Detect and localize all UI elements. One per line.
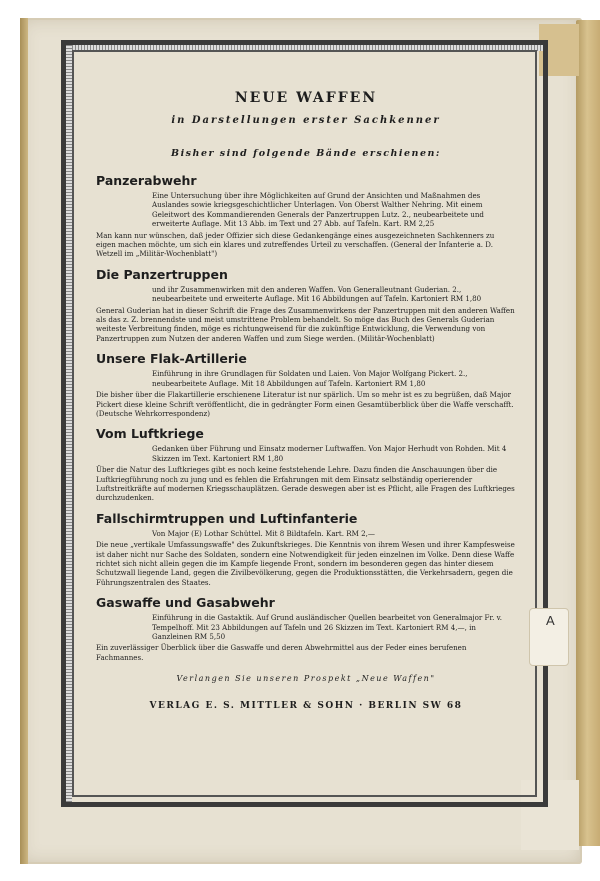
prospectus-note: Verlangen Sie unseren Prospekt „Neue Waffen" bbox=[176, 674, 436, 684]
book-title: Die Panzertruppen bbox=[96, 266, 228, 282]
book-description: Von Major (E) Lothar Schüttel. Mit 8 Bildtafeln. Kart. RM 2,— bbox=[152, 528, 376, 538]
sticker-text: A bbox=[546, 613, 555, 628]
book-entry bbox=[96, 267, 516, 343]
library-sticker bbox=[529, 608, 569, 666]
intro-line: Bisher sind folgende Bände erschienen: bbox=[171, 148, 441, 159]
book-entry bbox=[96, 426, 516, 502]
book-entry bbox=[96, 595, 516, 662]
book-spine bbox=[576, 20, 600, 846]
book-description: Einführung in die Gastaktik. Auf Grund ausländischer Quellen bearbeitet von Generalmajor Fr. v. Tempelhoff. Mit 23 Abbildungen auf Tafeln und 26 Skizzen im Text. Kartoniert RM 4,—, in Ganzleinen RM 5,50 bbox=[152, 613, 503, 641]
book-review: Die neue „vertikale Umfassungswaffe" des Zukunftskrieges. Die Kenntnis von ihrem Wesen und ihrer Kampfesweise ist daher nicht nur Sache des Soldaten, sondern eine Notwendigkeit für jeden einzelnen im Volke. Denn diese Waffe richtet sich nicht allein gegen die im Kampfe liegende Front, sondern im besonderen gegen das hinter diesem Schutzwall liegende Land, gegen die Zivilbevölkerung, gegen die Produktionsstätten, die Verkehrsadern, gegen die Führungszentralen des Staates. bbox=[96, 540, 515, 587]
book-review: Ein zuverlässiger Überblick über die Gaswaffe und deren Abwehrmittel aus der Feder eines berufenen Fachmannes. bbox=[96, 643, 467, 662]
series-heading: NEUE WAFFEN bbox=[234, 90, 378, 106]
book-title: Fallschirmtruppen und Luftinfanterie bbox=[96, 510, 358, 526]
book-review: General Guderian hat in dieser Schrift die Frage des Zusammenwirkens der Panzertruppen mit den anderen Waffen als das z. Z. brennendste und meist umstrittene Problem behandelt. So möge das Buch des Generals Guderian weiteste Verbreitung finden, möge es richtungweisend für die zukünftige Entwicklung, die Verwendung von Panzertruppen zum Nutzen der anderen Waffen und zum Siege werden. (Militär-Wochenblatt) bbox=[96, 305, 515, 343]
book-entry bbox=[96, 173, 516, 259]
book-edge bbox=[20, 18, 28, 864]
book-title: Panzerabwehr bbox=[96, 173, 197, 188]
book-entry bbox=[96, 511, 516, 587]
book-review: Über die Natur des Luftkrieges gibt es noch keine feststehende Lehre. Dazu finden die Anschauungen über die Luftkriegführung noch zu jung und es fehlen die Erfahrungen mit dem Einsatz selbständig operierender Luftstreitkräfte auf modernen Kriegsschauplätzen. Gerade deswegen aber ist es Pflicht, alle Fragen des Luftkrieges durchzudenken. bbox=[96, 465, 515, 503]
book-review: Man kann nur wünschen, daß jeder Offizier sich diese Gedankengänge eines ausgezeichneten Sachkenners zu eigen machen möchte, um sich ein klares und zutreffendes Urteil zu verschaffen. (General der Infanterie a. D. Wetzell im „Militär-Wochenblatt") bbox=[96, 230, 495, 259]
book-title: Unsere Flak-Artillerie bbox=[96, 351, 247, 367]
book-description: Eine Untersuchung über ihre Möglichkeiten auf Grund der Ansichten und Maßnahmen des Auslandes sowie kriegsgeschichtlicher Unterlagen. Von Oberst Walther Nehring. Mit einem Geleitwort des Kommandierenden Generals der Panzertruppen Lutz. 2., neubearbeitete und erweiterte Auflage. Mit 13 Abb. im Text und 27 Abb. auf Tafeln. Kart. RM 2,25 bbox=[152, 191, 484, 229]
book-description: Einführung in ihre Grundlagen für Soldaten und Laien. Von Major Wolfgang Pickert. 2., neubearbeitete Auflage. Mit 18 Abbildungen auf Tafeln. Kartoniert RM 1,80 bbox=[152, 369, 468, 388]
publisher-line: VERLAG E. S. MITTLER & SOHN · BERLIN SW 68 bbox=[149, 701, 463, 712]
book-title: Gaswaffe und Gasabwehr bbox=[96, 595, 275, 611]
book-review: Die bisher über die Flakartillerie erschienene Literatur ist nur spärlich. Um so mehr ist es zu begrüßen, daß Major Pickert diese kleine Schrift veröffentlicht, die in gedrängter Form einen Gesamtüberblick über die Waffe verschafft. (Deutsche Wehrkorrespondenz) bbox=[96, 390, 514, 418]
book-description: und ihr Zusammenwirken mit den anderen Waffen. Von Generalleutnant Guderian. 2., neubearbeitete und erweiterte Auflage. Mit 16 Abbildungen auf Tafeln. Kartoniert RM 1,80 bbox=[152, 284, 482, 304]
book-title: Vom Luftkriege bbox=[96, 426, 204, 442]
book-description: Gedanken über Führung und Einsatz moderner Luftwaffen. Von Major Herhudt von Rohden. Mit 4 Skizzen im Text. Kartoniert RM 1,80 bbox=[152, 444, 507, 463]
book-entry bbox=[96, 351, 516, 418]
series-subheading: in Darstellungen erster Sachkenner bbox=[171, 115, 441, 126]
advert-content bbox=[96, 90, 516, 711]
